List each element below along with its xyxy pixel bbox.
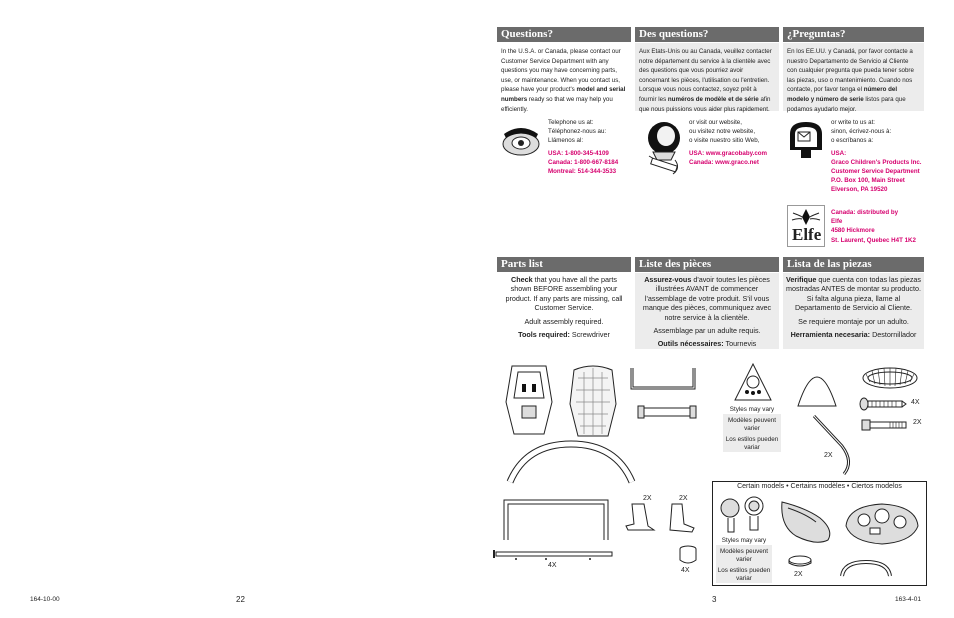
web-usa: USA: www.gracobaby.com [689,149,768,157]
styles-caption-bottom-en: Styles may vary [716,537,772,545]
web-line-en: or visit our website, [689,119,742,126]
phone-montreal: Montreal: 514-344-3533 [548,168,617,176]
dome-cover-part [792,362,842,412]
mail-line-es: o escríbanos a: [831,137,874,145]
styles-caption-top-es: Los estilos pueden variar [725,436,779,451]
seat-pad-part [566,364,620,440]
elfe-logo [787,205,825,247]
questions-fr-outro: afin que nous puissions vous aider plus rapidement. [639,95,771,113]
styles-caption-bottom-es: Los estilos pueden variar [717,567,771,582]
foot-right-qty: 2X [679,495,688,502]
questions-fr-bold: numéros de modèle et de série [667,95,759,103]
phone-line-es: Llámenos al: [548,137,584,145]
phone-contact [548,118,633,176]
infant-insert-part [776,496,838,548]
bolt-part [860,418,908,432]
phone-canada: Canada: 1-800-667-8184 [548,158,619,166]
handle-part [836,556,896,580]
parts-fr-tools-bold: Outils nécessaires: [657,339,724,349]
mailbox-icon [786,120,826,160]
parts-en-adult: Adult assembly required. [524,316,604,326]
styles-caption-bottom-fr: Modèles peuvent varier [720,548,768,563]
parts-fr-tools: Tournevis [725,339,757,349]
mail-address-0: USA: [831,149,847,157]
parts-fr-check-text: d'avoir toutes les pièces illustrées AVANT de commencer l'assemblage de votre produit. S'il vous manque des pièces, communiquez avec notre service à la clientèle. [642,275,772,322]
mail-address-2: Customer Service Department [831,168,920,176]
parts-es-check-text: que cuenta con todas las piezas mostradas ANTES de montar su producto. Si falta alguna pieza, llame al Departamento de Servicio al Cliente. [785,275,922,313]
leg-wire-part [808,412,858,478]
elfe-address-0: Canada: distributed by [831,209,899,216]
parts-en-check-text: that you have all the parts shown BEFORE assembling your product. If any parts are missing, call Customer Service. [505,275,623,313]
parts-fr-adult: Assemblage par un adulte requis. [653,326,761,336]
questions-fr-header: Des questions? [635,27,779,42]
rect-frame-part [498,494,614,544]
u-frame-part [628,364,700,394]
web-canada: Canada: www.graco.net [689,158,759,166]
questions-es-body [783,43,924,111]
rod-part [490,548,620,562]
certain-models-label: Certain models • Certains modèles • Ciertos modelos [737,483,902,490]
discs-qty: 2X [794,571,803,578]
footer-page-left: 22 [236,595,245,604]
foot-left-part [622,500,658,534]
questions-en-bold: model and serial numbers [501,86,626,103]
mail-line-fr: sinon, écrivez-nous à: [831,128,892,136]
parts-en-tools-bold: Tools required: [518,330,570,340]
parts-en-tools: Screwdriver [571,330,610,340]
bolts-qty: 2X [913,419,922,426]
questions-es-intro: En los EE.UU. y Canadá, por favor contacte a nuestro Departamento de Servicio al Cliente con cualquier pregunta que pueda tener sobre las piezas, uso o mantenimiento. Cuando nos contacte, por favor tenga el [787,48,914,94]
elfe-address-2: 4580 Hickmore [831,227,875,235]
seat-shell-part [500,362,558,438]
footer-code-left: 164-10-00 [30,596,60,603]
footer-page-right: 3 [712,595,717,604]
mail-contact [831,118,931,195]
leg-wire-qty: 2X [824,452,833,459]
parts-list-en-body [500,275,628,343]
parts-es-tools-bold: Herramienta necesaria: [790,330,871,340]
parts-en-check-bold: Check [511,275,533,284]
mail-line-en: or write to us at: [831,119,876,126]
questions-fr-body [635,43,779,111]
computer-icon [645,118,687,176]
elfe-address-3: St. Laurent, Quebec H4T 1K2 [831,236,916,244]
parts-es-tools: Destornillador [872,330,917,340]
parts-list-fr-body [635,273,779,349]
mail-address-4: Elverson, PA 19520 [831,186,888,194]
foot-left-qty: 2X [643,495,652,502]
crossbar-part [636,404,698,422]
parts-fr-check-bold: Assurez-vous [644,275,692,284]
screws-qty: 4X [911,399,920,406]
toy-bar-part [731,362,775,404]
questions-fr-intro: Aux Etats-Unis ou au Canada, veuillez contacter notre département du service à la clientèle avec des questions que vous pourriez avoir concernant les pièces, l'utilisation ou l'entretien. Lorsque vous nous contactez, soyez prêt à fournir les [639,48,772,103]
play-tray-part [842,496,922,548]
questions-en-outro: ready so that we may help you efficiently. [501,95,613,113]
styles-caption-top [723,406,781,452]
parts-list-es-body [783,273,924,349]
web-line-es: o visite nuestro sitio Web, [689,137,760,145]
mail-address-3: P.O. Box 100, Main Street [831,177,905,185]
phone-usa: USA: 1-800-345-4109 [548,149,609,157]
questions-en-body [497,43,631,111]
questions-en-intro: In the U.S.A. or Canada, please contact our Customer Service Department with any questions you may have concerning parts, use, or maintenance. When you contact us, please have your product's [501,48,621,94]
spring-band-part [860,364,920,392]
rattle-toys-part [718,494,768,538]
disc-part [786,554,814,570]
parts-list-fr-header: Liste des pièces [635,257,779,272]
screw-part [858,396,908,412]
questions-es-bold: número del modelo y número de serie [787,86,898,103]
base-arc-part [506,438,636,488]
parts-es-adult: Se requiere montaje por un adulto. [798,316,909,326]
web-contact [689,118,779,167]
styles-caption-top-en: Styles may vary [723,406,781,414]
phone-line-en: Telephone us at: [548,119,594,126]
footer-code-right: 163-4-01 [895,596,922,603]
foot-right-part [662,500,698,534]
parts-list-en-header: Parts list [497,257,631,272]
elfe-contact [831,208,931,245]
mail-address-1: Graco Children's Products Inc. [831,158,922,166]
cap-part [677,544,699,566]
web-line-fr: ou visitez notre website, [689,128,756,136]
parts-list-es-header: Lista de las piezas [783,257,924,272]
questions-en-header: Questions? [497,27,631,42]
questions-es-outro: listos para que podamos ayudarlo mejor. [787,95,906,113]
phone-line-fr: Téléphonez-nous au: [548,128,607,136]
styles-caption-top-fr: Modèles peuvent varier [728,417,776,432]
parts-es-check-bold: Verifique [785,275,817,284]
questions-es-header: ¿Preguntas? [783,27,924,42]
elfe-logo-text: Elfe [792,225,822,244]
telephone-icon [500,124,542,156]
styles-caption-bottom [716,537,772,583]
rod-qty: 4X [548,562,557,569]
elfe-address-1: Elfe [831,218,843,226]
caps-qty: 4X [681,567,690,574]
